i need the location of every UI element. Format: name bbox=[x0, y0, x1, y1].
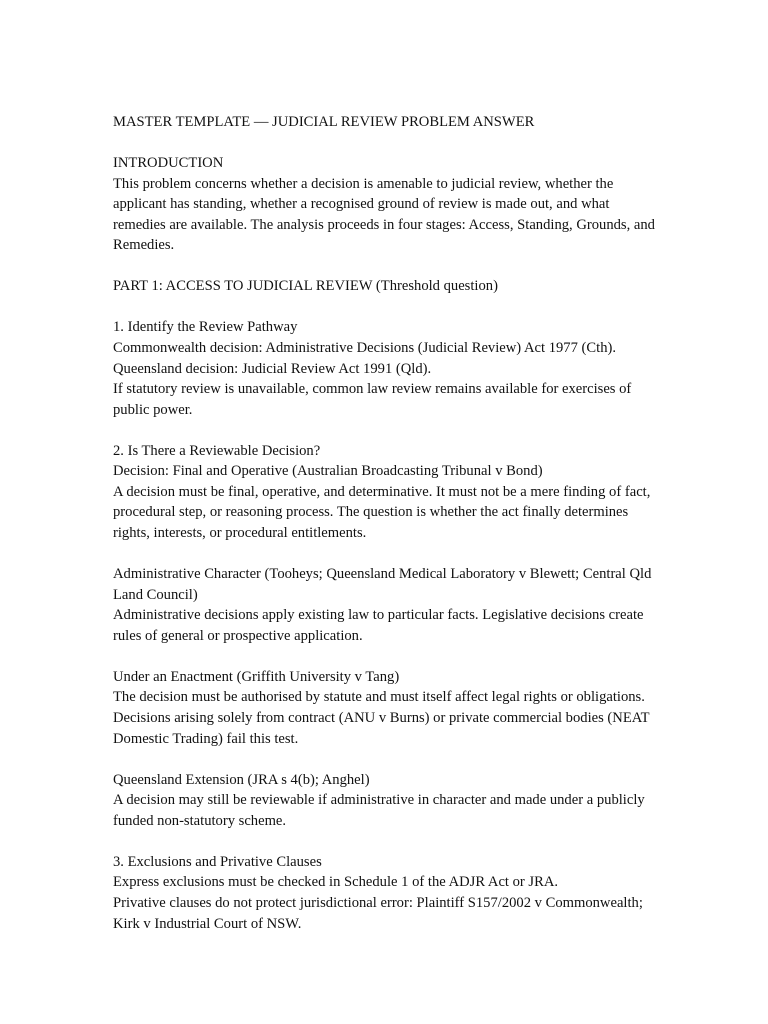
section2-heading: 2. Is There a Reviewable Decision? bbox=[113, 442, 321, 459]
section2-subheading-under-enactment: Under an Enactment (Griffith University v Tang) bbox=[113, 668, 400, 685]
spacer bbox=[113, 646, 658, 666]
section2-subheading-administrative-character: Administrative Character (Tooheys; Queensland Medical Laboratory v Blewett; Central Qld Land Council) bbox=[113, 566, 652, 603]
spacer bbox=[113, 831, 658, 851]
spacer bbox=[113, 544, 658, 564]
section1-line-commonwealth: Commonwealth decision: Administrative Decisions (Judicial Review) Act 1977 (Cth). bbox=[113, 339, 616, 356]
section1-heading: 1. Identify the Review Pathway bbox=[113, 319, 298, 336]
intro-paragraph: This problem concerns whether a decision is amenable to judicial review, whether the applicant has standing, whether a recognised ground of review is made out, and what remedies are available. The analysis proceeds in four stages: Access, Standing, Grounds, and Remedies. bbox=[113, 175, 655, 254]
section2-paragraph-queensland-extension: A decision may still be reviewable if administrative in character and made under a publicly funded non-statutory scheme. bbox=[113, 792, 645, 829]
spacer bbox=[113, 133, 658, 153]
section2-paragraph-final-operative: A decision must be final, operative, and determinative. It must not be a mere finding of fact, procedural step, or reasoning process. The question is whether the act finally determines rights, interests, or procedural entitlements. bbox=[113, 483, 651, 542]
section3-line-privative-clauses: Privative clauses do not protect jurisdictional error: Plaintiff S157/2002 v Commonwealth; Kirk v Industrial Court of NSW. bbox=[113, 894, 643, 932]
section2-paragraph-under-enactment: The decision must be authorised by statute and must itself affect legal rights or obligations. Decisions arising solely from contract (ANU v Burns) or private commercial bodies (NEAT Domestic Trading) fail this test. bbox=[113, 689, 650, 747]
section3-heading: 3. Exclusions and Privative Clauses bbox=[113, 853, 322, 870]
section1-line-queensland: Queensland decision: Judicial Review Act 1991 (Qld). bbox=[113, 360, 432, 377]
part1-heading: PART 1: ACCESS TO JUDICIAL REVIEW (Threshold question) bbox=[113, 278, 498, 295]
spacer bbox=[113, 749, 658, 769]
intro-heading: INTRODUCTION bbox=[113, 154, 224, 171]
section2-paragraph-administrative-character: Administrative decisions apply existing law to particular facts. Legislative decisions create rules of general or prospective application. bbox=[113, 607, 644, 644]
spacer bbox=[113, 297, 658, 317]
section1-line-common-law: If statutory review is unavailable, common law review remains available for exercises of public power. bbox=[113, 381, 632, 418]
section2-subheading-final-operative: Decision: Final and Operative (Australian Broadcasting Tribunal v Bond) bbox=[113, 463, 543, 480]
spacer bbox=[113, 420, 658, 440]
section2-subheading-queensland-extension: Queensland Extension (JRA s 4(b); Anghel) bbox=[113, 771, 370, 788]
spacer bbox=[113, 256, 658, 276]
document-title: MASTER TEMPLATE — JUDICIAL REVIEW PROBLEM ANSWER bbox=[113, 114, 535, 130]
section3-line-exclusions: Express exclusions must be checked in Schedule 1 of the ADJR Act or JRA. bbox=[113, 874, 559, 891]
document-page bbox=[113, 112, 658, 934]
